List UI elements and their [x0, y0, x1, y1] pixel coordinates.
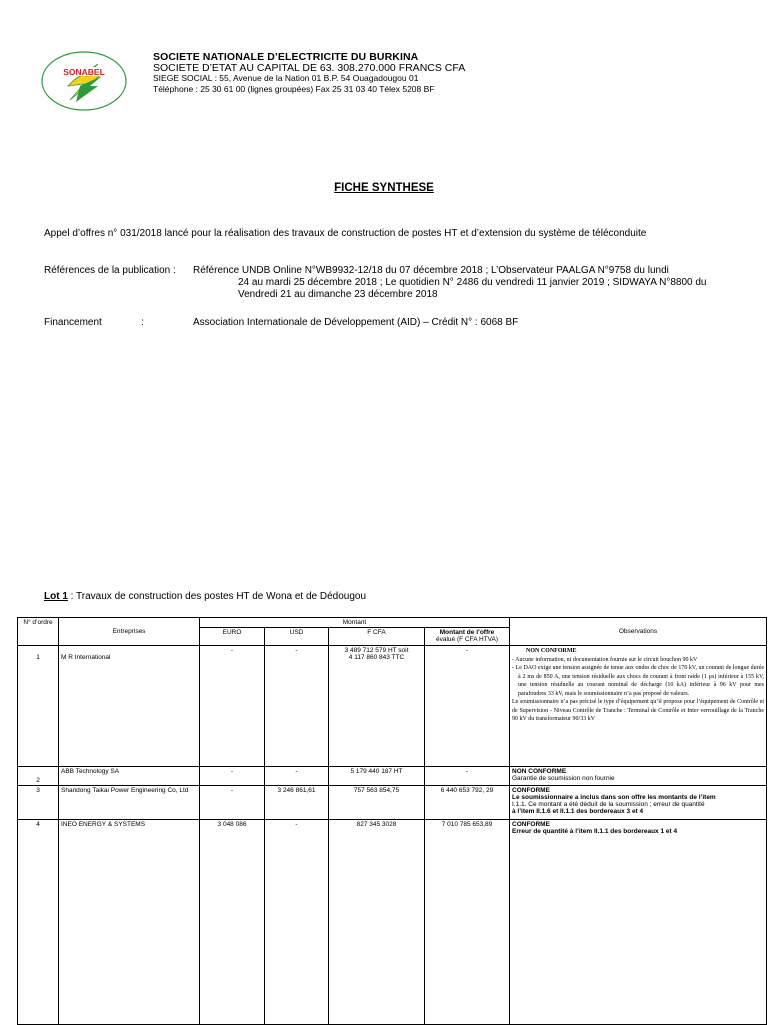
- row-status: CONFORME: [512, 787, 550, 794]
- header-montant: Montant: [200, 618, 510, 628]
- row-fcfa-ttc: 4 117 860 843 TTC: [348, 654, 405, 661]
- observation-note: Le soumissionnaire n’a pas précisé le type d’équipement qu’il propose pour l’équipement de Contrôle et de Supervision - Niveau Contrôle de Tranche : Terminal de Contrôle et Inter verrouillage de la Tranche 90 kV du transformateur 90/33 kV: [512, 699, 764, 722]
- table-row: [18, 786, 767, 820]
- financing-label: Financement: [44, 317, 102, 328]
- company-header: [153, 52, 465, 94]
- table-row: [18, 820, 767, 1025]
- header-ordre: N° d’ordre: [18, 618, 59, 646]
- lot-label: Lot 1: [44, 591, 68, 602]
- header-observations: Observations: [510, 618, 767, 646]
- row-evalue: -: [425, 767, 510, 786]
- table-row: [18, 646, 767, 767]
- header-evalue-unit: évalué (F CFA HTVA): [435, 636, 498, 643]
- observation-note: I.1.1. Ce montant a été déduit de la soumission ; erreur de quantité: [512, 801, 705, 808]
- financing: [44, 317, 519, 328]
- row-number: 2: [18, 767, 59, 786]
- row-observations: [510, 646, 767, 767]
- financing-value: Association Internationale de Développement (AID) – Crédit N° : 6068 BF: [193, 317, 519, 328]
- row-company: Shandong Taikai Power Engineering Co, Ltd: [59, 786, 200, 820]
- row-company: ABB Technology SA: [59, 767, 200, 786]
- tender-description: Appel d’offres n° 031/2018 lancé pour la réalisation des travaux de construction de postes HT et d’extension du système de téléconduite: [44, 228, 647, 239]
- row-observations: [510, 786, 767, 820]
- logo-text: SONABEL: [63, 67, 105, 77]
- row-number: 3: [18, 786, 59, 820]
- observation-note: Erreur de quantité à l’item II.1.1 des bordereaux 1 et 4: [512, 828, 678, 835]
- results-table: [17, 617, 767, 1025]
- header-evalue-bold: Montant de l’offre: [439, 629, 495, 636]
- financing-colon: :: [141, 317, 144, 328]
- row-usd: -: [265, 646, 329, 767]
- sonabel-logo: [40, 50, 128, 112]
- references-label: Références de la publication :: [44, 265, 176, 276]
- company-name: SOCIETE NATIONALE D’ELECTRICITE DU BURKINA: [153, 51, 419, 63]
- row-fcfa: [329, 646, 425, 767]
- observation-note: Garantie de soumission non fournie: [512, 775, 615, 782]
- row-fcfa: 757 563 854,75: [329, 786, 425, 820]
- row-evalue: -: [425, 646, 510, 767]
- row-euro: 3 048 086: [200, 820, 265, 1025]
- references-line-3: Vendredi 21 au dimanche 23 décembre 2018: [238, 289, 438, 300]
- row-fcfa: 5 179 440 187 HT: [329, 767, 425, 786]
- row-usd: 3 246 861,61: [265, 786, 329, 820]
- row-usd: -: [265, 820, 329, 1025]
- header-euro: EURO: [200, 628, 265, 646]
- observation-note: Le soumissionnaire a inclus dans son offre les montants de l’item: [512, 794, 716, 801]
- row-company: M R International: [59, 646, 200, 767]
- row-status: NON CONFORME: [512, 768, 567, 775]
- row-euro: -: [200, 786, 265, 820]
- company-capital: SOCIETE D’ETAT AU CAPITAL DE 63. 308.270.000 FRANCS CFA: [153, 61, 466, 74]
- header-fcfa: F CFA: [329, 628, 425, 646]
- header-evalue: [425, 628, 510, 646]
- references-line-1: Référence UNDB Online N°WB9932-12/18 du 07 décembre 2018 ; L’Observateur PAALGA N°9758 du lundi: [193, 265, 669, 276]
- company-phone: Téléphone : 25 30 61 00 (lignes groupées) Fax 25 31 03 40 Télex 5208 BF: [153, 83, 435, 94]
- row-euro: -: [200, 767, 265, 786]
- row-usd: -: [265, 767, 329, 786]
- row-company: INEO ENERGY & SYSTEMS: [59, 820, 200, 1025]
- row-evalue: 6 440 653 792, 29: [425, 786, 510, 820]
- table-row: [18, 767, 767, 786]
- row-fcfa: 827 345 3028: [329, 820, 425, 1025]
- row-number: 4: [18, 820, 59, 1025]
- header-usd: USD: [265, 628, 329, 646]
- row-observations: [510, 820, 767, 1025]
- observation-note: à l’item II.1.6 et II.1.1 des bordereaux 3 et 4: [512, 808, 644, 815]
- row-status: NON CONFORME: [526, 648, 577, 654]
- observation-item: - Le DAO exige une tension assignée de tenue aux ondes de choc de 170 kV, un courant de longue durée à 2 ms de 850 A, une tension résiduelle aux chocs de courant à front raide (1 µs) inférieur à 155 kV, une tension résiduelle au courant nominal de décharge (10 kA) inférieur à 96 kV pour mes parafoudres 33 kV, mais le soumissionnaire n’a pas proposé de valeurs.: [518, 664, 764, 698]
- observation-item: - Aucune information, ni documentation fournie sur le circuit bouchon 90 kV: [518, 656, 764, 665]
- page-title: FICHE SYNTHESE: [334, 182, 434, 194]
- row-euro: -: [200, 646, 265, 767]
- lot-heading: [44, 591, 366, 602]
- company-address: SIEGE SOCIAL : 55, Avenue de la Nation 01 B.P. 54 Ouagadougou 01: [153, 73, 419, 83]
- row-status: CONFORME: [512, 821, 550, 828]
- lot-text: : Travaux de construction des postes HT de Wona et de Dédougou: [67, 591, 367, 602]
- header-entreprises: Entreprises: [59, 618, 200, 646]
- row-fcfa-ht: 3 489 712 579 HT soit: [344, 647, 409, 654]
- row-evalue: 7 010 785 653,89: [425, 820, 510, 1025]
- references-line-2: 24 au mardi 25 décembre 2018 ; Le quotidien N° 2486 du vendredi 11 janvier 2019 ; SIDWAYA N°8800 du: [238, 277, 707, 288]
- row-observations: [510, 767, 767, 786]
- row-number: 1: [18, 646, 59, 767]
